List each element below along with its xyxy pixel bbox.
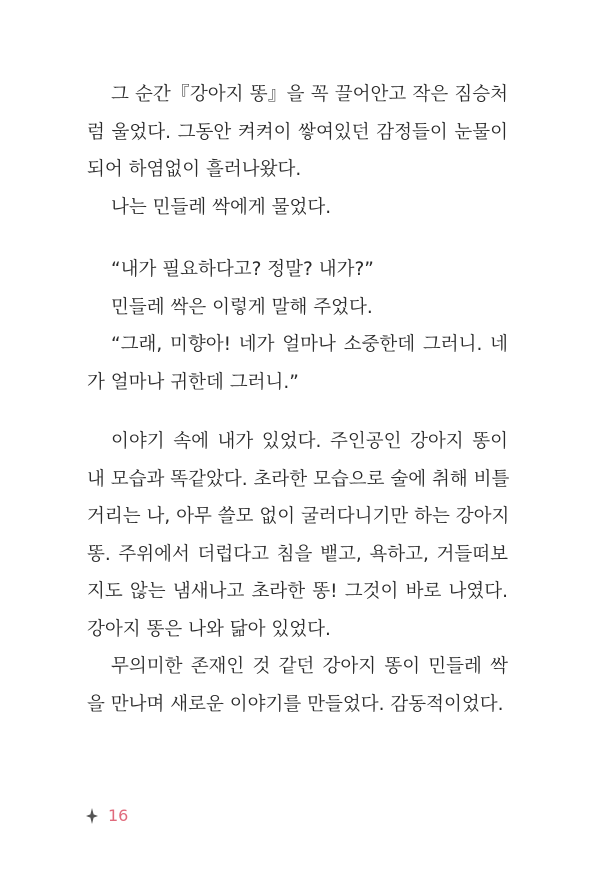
- paragraph: [87, 289, 508, 327]
- text-block-2: [87, 251, 508, 401]
- page-footer: [86, 806, 128, 825]
- text-line: 지도 않는 냄새나고 초라한 똥! 그것이 바로 나였다.: [87, 581, 508, 602]
- text-line: “그래, 미향아! 네가 얼마나 소중한데 그러니. 네: [111, 334, 508, 355]
- paragraph: [87, 423, 508, 648]
- text-line: 되어 하염없이 흘러나왔다.: [87, 159, 302, 180]
- paragraph: [87, 251, 508, 289]
- text-line: 이야기 속에 내가 있었다. 주인공인 강아지 똥이: [111, 431, 508, 452]
- text-block-1: [87, 76, 508, 226]
- text-line: 내 모습과 똑같았다. 초라한 모습으로 술에 취해 비틀: [87, 468, 510, 490]
- text-line: 가 얼마나 귀한데 그러니.”: [87, 371, 299, 393]
- text-line: “내가 필요하다고? 정말? 내가?”: [111, 259, 374, 280]
- text-line: 럼 울었다. 그동안 켜켜이 쌓여있던 감정들이 눈물이: [87, 121, 508, 143]
- paragraph: [87, 76, 508, 189]
- page-number: 16: [108, 806, 129, 825]
- paragraph: [87, 648, 508, 723]
- diamond-icon: [86, 808, 98, 824]
- text-line: 그 순간『강아지 똥』을 꼭 끌어안고 작은 짐승처: [111, 84, 508, 105]
- text-block-3: [87, 423, 508, 723]
- text-line: 강아지 똥은 나와 닮아 있었다.: [87, 618, 331, 640]
- paragraph: [87, 189, 508, 227]
- text-line: 을 만나며 새로운 이야기를 만들었다. 감동적이었다.: [87, 693, 504, 715]
- paragraph: [87, 326, 508, 401]
- text-line: 거리는 나, 아무 쓸모 없이 굴러다니기만 하는 강아지: [87, 506, 510, 527]
- text-line: 똥. 주위에서 더럽다고 침을 뱉고, 욕하고, 거들떠보: [87, 543, 508, 565]
- text-line: 나는 민들레 싹에게 물었다.: [111, 196, 332, 218]
- text-line: 무의미한 존재인 것 같던 강아지 똥이 민들레 싹: [111, 656, 508, 677]
- text-line: 민들레 싹은 이렇게 말해 주었다.: [111, 296, 373, 318]
